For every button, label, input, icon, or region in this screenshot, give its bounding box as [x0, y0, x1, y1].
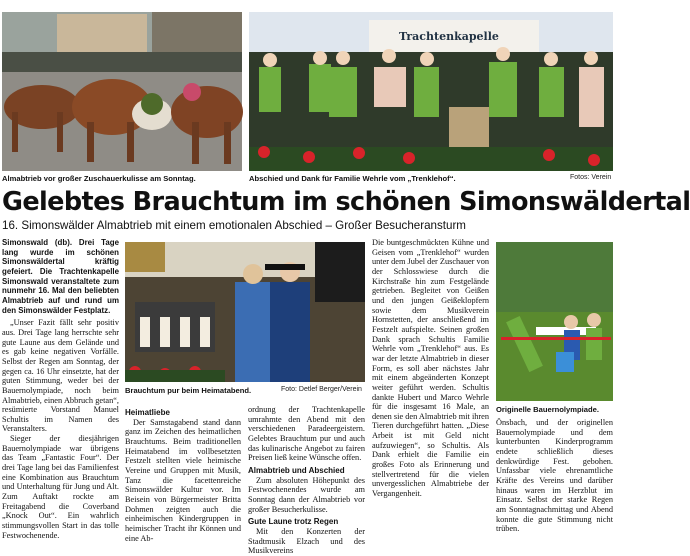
- cows-photo-caption: Almabtrieb vor großer Zuschauerkulisse am Sonntag.: [2, 174, 196, 183]
- paragraph: „Unser Fazit fällt sehr positiv aus. Drei Tage lang herrschte sehr gute Laune aus dem Gelände und es gab keine negativen Vorfälle. Selbst der Regen am Sonntag, der gegen ca. 16 Uhr einsetzte, hat der guten Stimmung, weder bei der Bauernolympiade, noch beim Almabtrieb, einen Abbruch getan“, resümierte Vorstand Manuel Schultis im Namen des Veranstalters.: [2, 318, 119, 434]
- section-heading: Gute Laune trotz Regen: [248, 517, 339, 527]
- subheadline: 16. Simonswälder Almabtrieb mit einem emotionalen Abschied – Großer Besucheransturm: [2, 219, 466, 232]
- column-3: [248, 405, 365, 556]
- paragraph: Sieger der diesjährigen Bauernolympiade war übrigens das Team „Fantastic Four“. Der drei Tage lang bei das Familienfest eine Kombination aus Brauchtum und Unterhaltung für Jung und Alt. Zum Auftakt rockte am Freitagabend die Coverband „Knock Out“. Ein wahrlich stimmungsvollen Start in das tolle Festwochenende.: [2, 434, 119, 540]
- column-1: [2, 238, 119, 540]
- lead-paragraph: Simonswald (db). Drei Tage lang wurde im schönen Simonswäldertal kräftig gefeiert. Die Trachtenkapelle Simonswald veranstaltete zum nunmehr 16. Mal den beliebten Almabtrieb auf und rund um den Simonswälder Festplatz.: [2, 238, 119, 315]
- paragraph: Önsbach, und der originellen Bauernolympiade und dem kunterbunten Kinderprogramm endete schließlich dieses denkwürdige Fest. gebohen. Unfassbar viele ehrenamtliche Kräfte des Vereins und darüber hinaus waren im Herzblut im Einsatz. Selbst der starke Regen am Sonntagnachmittag und Abend konnte die gute Stimmung nicht trüben.: [496, 418, 613, 534]
- stage-photo-caption: Brauchtum pur beim Heimatabend.: [125, 386, 252, 395]
- section-heading: Almabtrieb und Abschied: [248, 465, 345, 475]
- paragraph: Mit den Konzerten der Stadtmusik Elzach und des Musikvereins: [248, 526, 365, 556]
- paragraph: Die buntgeschmückten Kühne und Geisen vom „Trenklehof“ wurden unter dem Jubel der Zuschauer von der Schlosswiese durch die Kirchstraße hin zum Festgelände getrieben. Begleitet von Geißen und den jungen Geißeklopfern sowie dem Musikverein Hornstetten, der anschließend im Festzelt aufspielte. Seinen großen Dank sprach Schultis Familie Wehrle vom „Trenklehof“ aus. Es war der letzte Almabtrieb in dieser Form, es soll aber nächstes Jahr mit einem abgeänderten Konzept weiter geführt werden. Schultis dankte Hubert und Marco Wehrle für die insgesamt 16 Male, an denen sie den Almabtrieb mit ihren Tieren durchgeführt hatten. „Diese Arbeit ist mit Geld nicht aufzuwiegen“, so Schultis. Als Dank erhielt die Familie ein großes Foto als Erinnerung und stellvertretend für die vielen unvergesslichen Almabtriebe der Vergangenheit.: [372, 238, 489, 499]
- group-photo-credit: Fotos: Verein: [570, 174, 612, 181]
- paragraph: Der Samstagabend stand dann ganz im Zeichen des heimatlichen Brauchtums. Beim traditionellen Heimatabend im vollbesetzten Festzelt stellten viele heimische Vereine und Gruppen mit Musik, Tanz die facettenreiche Simonswälder Kultur vor. Im Beisein von Bürgermeister Britta Dohmen zeigten auch die einheimischen Kindergruppen in heimischer Tracht ihr Können und eine Ab-: [125, 417, 241, 543]
- paragraph: Zum absoluten Höhepunkt des Festwochenendes wurde am Sonntag dann der Almabtrieb vor großer Besucherkulisse.: [248, 475, 365, 514]
- section-heading: Heimatliebe: [125, 408, 170, 417]
- stage-photo: [125, 242, 365, 382]
- paragraph: ordnung der Trachtenkapelle umrahmte den Abend mit den verschiedenen Paradeergeistern. Gelebtes Brauchtum pur und auch das kulinarische Angebot zu fairen Preisen ließ keine Wünsche offen.: [248, 405, 365, 463]
- headline: Gelebtes Brauchtum im schönen Simonswäldertal: [2, 187, 690, 217]
- group-photo: [249, 12, 613, 171]
- cows-photo: [2, 12, 242, 171]
- banner-text: Trachtenkapelle: [399, 30, 499, 43]
- column-4: [372, 238, 489, 499]
- group-photo-caption: Abschied und Dank für Familie Wehrle vom „Trenklehof“.: [249, 174, 456, 183]
- olympics-photo-caption: Originelle Bauernolympiade.: [496, 405, 599, 414]
- column-5: [496, 418, 613, 534]
- stage-photo-credit: Foto: Detlef Berger/Verein: [281, 386, 362, 393]
- olympics-photo: [496, 242, 613, 401]
- column-2: [125, 405, 241, 543]
